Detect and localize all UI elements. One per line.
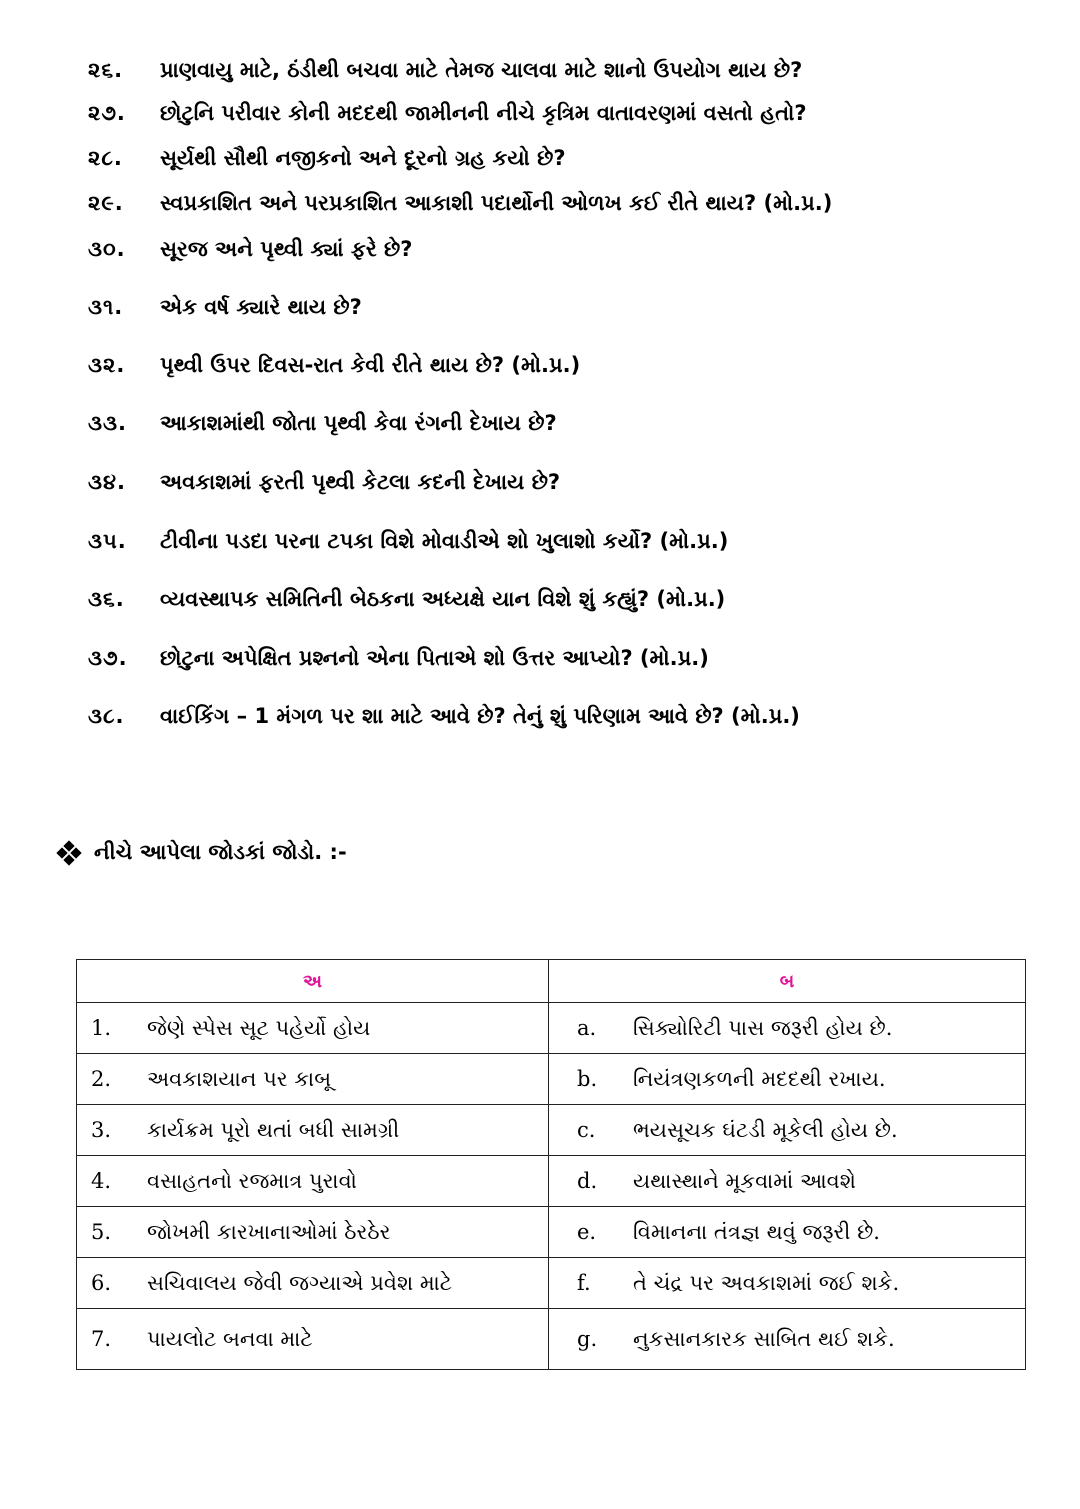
- column-a-cell: [77, 1105, 549, 1156]
- question-number: ૩૪.: [88, 470, 126, 494]
- question-text: સૂરજ અને પૃથ્વી ક્યાં ફરે છે?: [160, 237, 413, 261]
- question-item: [0, 403, 1080, 443]
- column-b-header: બ: [549, 960, 1026, 1003]
- question-text: વાઈકિંગ – 1 મંગળ પર શા માટે આવે છે? તેનું શું પરિણામ આવે છે? (મો.પ્ર.): [160, 704, 800, 728]
- item-text: સચિવાલય જેવી જગ્યાએ પ્રવેશ માટે: [147, 1270, 453, 1295]
- item-number: 4.: [91, 1168, 112, 1193]
- column-a-cell: [77, 1003, 549, 1054]
- question-item: [0, 696, 1080, 736]
- question-number: ૩૫.: [88, 529, 127, 553]
- item-number: 7.: [91, 1326, 112, 1351]
- column-a-cell: [77, 1258, 549, 1309]
- item-letter: a.: [577, 1015, 597, 1040]
- item-number: 6.: [91, 1270, 112, 1295]
- question-item: [0, 138, 1080, 178]
- question-text: આકાશમાંથી જોતા પૃથ્વી કેવા રંગની દેખાય છે?: [160, 411, 557, 435]
- item-number: 1.: [91, 1015, 112, 1040]
- table-row: [77, 1003, 1026, 1054]
- item-text: વિમાનના તંત્રજ્ઞ થવું જરૂરી છે.: [633, 1219, 880, 1244]
- item-letter: d.: [577, 1168, 598, 1193]
- table-row: [77, 1105, 1026, 1156]
- question-item: [0, 50, 1080, 90]
- table-row: [77, 1054, 1026, 1105]
- question-number: ૨૯.: [88, 191, 124, 215]
- item-text: નિયંત્રણકળની મદદથી રખાય.: [633, 1066, 886, 1091]
- question-text: ટીવીના પડદા પરના ટપકા વિશે મોવાડીએ શો ખુલાશો કર્યો? (મો.પ્ર.): [160, 529, 729, 553]
- question-item: [0, 229, 1080, 269]
- question-item: [0, 287, 1080, 327]
- question-text: છોટુનિ પરીવાર કોની મદદથી જામીનની નીચે કૃત્રિમ વાતાવરણમાં વસતો હતો?: [160, 101, 807, 125]
- question-text: છોટુના અપેક્ષિત પ્રશ્નનો એના પિતાએ શો ઉત્તર આપ્યો? (મો.પ્ર.): [160, 646, 709, 670]
- item-letter: b.: [577, 1066, 598, 1091]
- question-item: [0, 93, 1080, 133]
- question-item: [0, 345, 1080, 385]
- question-number: ૩૩.: [88, 411, 127, 435]
- question-text: પૃથ્વી ઉપર દિવસ-રાત કેવી રીતે થાય છે? (મો.પ્ર.): [160, 353, 581, 377]
- column-b-cell: [549, 1003, 1026, 1054]
- column-b-cell: [549, 1207, 1026, 1258]
- section-heading-text: નીચે આપેલા જોડકાં જોડો. :-: [94, 840, 347, 864]
- item-text: સિક્યોરિટી પાસ જરૂરી હોય છે.: [633, 1015, 893, 1040]
- table-row: [77, 1309, 1026, 1370]
- column-b-cell: [549, 1156, 1026, 1207]
- question-text: પ્રાણવાયુ માટે, ઠંડીથી બચવા માટે તેમજ ચાલવા માટે શાનો ઉપયોગ થાય છે?: [160, 58, 803, 82]
- item-text: નુકસાનકારક સાબિત થઈ શકે.: [633, 1326, 895, 1351]
- question-number: ૩૮.: [88, 704, 125, 728]
- column-b-cell: [549, 1054, 1026, 1105]
- item-text: અવકાશયાન પર કાબૂ: [147, 1066, 332, 1091]
- question-number: ૩૧.: [88, 295, 124, 319]
- table-header-row: [77, 960, 1026, 1003]
- column-a-cell: [77, 1054, 549, 1105]
- question-number: ૨૬.: [88, 58, 124, 82]
- column-b-cell: [549, 1105, 1026, 1156]
- question-text: વ્યવસ્થાપક સમિતિની બેઠકના અધ્યક્ષે યાન વિશે શું કહ્યું? (મો.પ્ર.): [160, 587, 726, 611]
- question-item: [0, 521, 1080, 561]
- question-number: ૩૬.: [88, 587, 125, 611]
- question-number: ૩૨.: [88, 353, 126, 377]
- item-text: યથાસ્થાને મૂકવામાં આવશે: [633, 1168, 856, 1193]
- item-number: 3.: [91, 1117, 112, 1142]
- question-item: [0, 462, 1080, 502]
- question-text: એક વર્ષ ક્યારે થાય છે?: [160, 295, 362, 319]
- item-text: જોખમી કારખાનાઓમાં ઠેરઠેર: [147, 1219, 391, 1244]
- column-a-header: અ: [77, 960, 549, 1003]
- table-row: [77, 1258, 1026, 1309]
- question-number: ૩૦.: [88, 237, 126, 261]
- item-number: 5.: [91, 1219, 112, 1244]
- question-text: સ્વપ્રકાશિત અને પરપ્રકાશિત આકાશી પદાર્થોની ઓળખ કઈ રીતે થાય? (મો.પ્ર.): [160, 191, 833, 215]
- item-letter: f.: [577, 1270, 591, 1295]
- table-row: [77, 1156, 1026, 1207]
- table-row: [77, 1207, 1026, 1258]
- four-diamond-bullet-icon: [58, 842, 80, 864]
- question-text: અવકાશમાં ફરતી પૃથ્વી કેટલા કદની દેખાય છે?: [160, 470, 561, 494]
- question-number: ૨૭.: [88, 101, 126, 125]
- item-letter: e.: [577, 1219, 597, 1244]
- item-text: પાયલોટ બનવા માટે: [147, 1326, 313, 1351]
- column-b-cell: [549, 1258, 1026, 1309]
- question-number: ૨૮.: [88, 146, 123, 170]
- item-text: વસાહતનો રજમાત્ર પુરાવો: [147, 1168, 357, 1193]
- column-b-cell: [549, 1309, 1026, 1370]
- item-text: તે ચંદ્ર પર અવકાશમાં જઈ શકે.: [633, 1270, 900, 1295]
- item-text: જેણે સ્પેસ સૂટ પહેર્યો હોય: [147, 1015, 371, 1040]
- match-section-heading: [58, 832, 347, 872]
- item-number: 2.: [91, 1066, 112, 1091]
- item-text: ભયસૂચક ઘંટડી મૂકેલી હોય છે.: [633, 1117, 898, 1142]
- question-item: [0, 638, 1080, 678]
- question-item: [0, 183, 1080, 223]
- column-a-cell: [77, 1309, 549, 1370]
- item-text: કાર્યક્રમ પૂરો થતાં બધી સામગ્રી: [147, 1117, 400, 1142]
- question-number: ૩૭.: [88, 646, 128, 670]
- question-text: સૂર્યથી સૌથી નજીકનો અને દૂરનો ગ્રહ કયો છે?: [160, 146, 566, 170]
- column-a-cell: [77, 1156, 549, 1207]
- question-item: [0, 579, 1080, 619]
- item-letter: c.: [577, 1117, 596, 1142]
- item-letter: g.: [577, 1326, 598, 1351]
- match-table: [76, 959, 1026, 1370]
- column-a-cell: [77, 1207, 549, 1258]
